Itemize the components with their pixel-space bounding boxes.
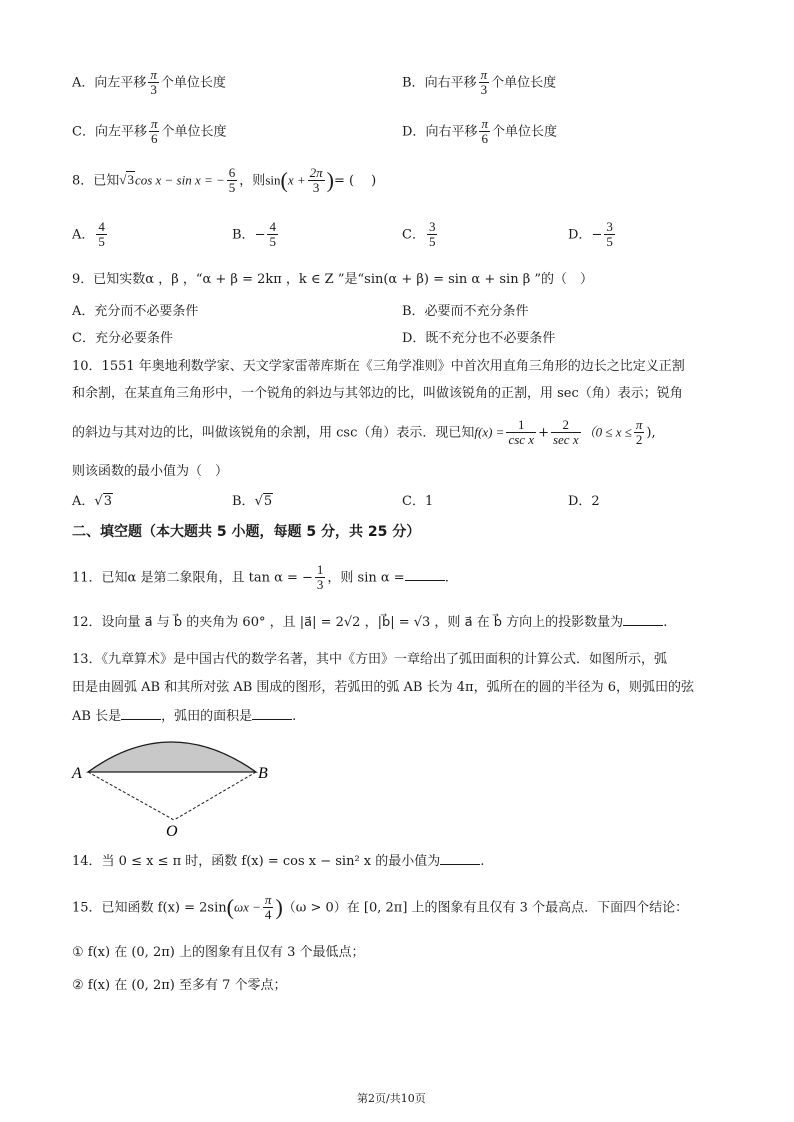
arc-segment (88, 742, 256, 772)
label-o: O (166, 823, 178, 838)
q10-option-a: A．√3 (72, 494, 112, 509)
question-12: 12．设向量 a⃗ 与 b⃗ 的夹角为 60° ，且 |a⃗| = 2√2 ，|b⃗| = √3 ，则 a⃗ 在 b⃗ 方向上的投影数量为 . (72, 615, 668, 630)
question-8: 8．已知√3cos x − sin x = − $\frac{6}{5}$ ，则sin(x + $\frac{2\pi}{3}$ )= ( ) (72, 165, 377, 196)
label-b: B (258, 765, 268, 782)
q15-conclusion-2: ② f(x) 在 (0, 2π) 至多有 7 个零点； (72, 978, 287, 993)
fraction: $\frac{\pi}{3}$ (480, 67, 488, 98)
sqrt: √5 (254, 494, 273, 509)
fraction: $\frac{2}{\text{sec x}}$ (552, 417, 579, 448)
fraction: $\frac{3}{5}$ (606, 219, 613, 250)
radius-oa (88, 772, 174, 820)
fraction: $\frac{4}{5}$ (98, 219, 105, 250)
q9-option-d: D．既不充分也不必要条件 (402, 331, 556, 346)
question-13-line-3: AB 长是 ，弧田的面积是 . (72, 709, 297, 724)
question-10-line-1: 10．1551 年奥地利数学家、天文学家雷蒂库斯在《三角学准则》中首次用直角三角形的边长之比定义正割 (72, 359, 685, 374)
q7-option-a: A．向左平移 $\frac{\pi}{3}$ 个单位长度 (72, 67, 226, 98)
question-15: 15．已知函数 f(x) = 2sin(ωx − $\frac{\pi}{4}$ )（ω > 0）在 [0, 2π] 上的图象有且仅有 3 个最高点．下面四个结论： (72, 892, 689, 923)
q8-option-d: D．− $\frac{3}{5}$ (568, 219, 613, 250)
q8-option-b: B．− $\frac{4}{5}$ (232, 219, 276, 250)
fraction: $\frac{2\pi}{3}$ (309, 165, 323, 196)
q8-option-c: C． $\frac{3}{5}$ (402, 219, 436, 250)
answer-blank (623, 613, 663, 626)
q10-option-c: C．1 (402, 494, 434, 509)
q9-option-b: B．必要而不充分条件 (402, 304, 529, 319)
q7-option-b: B．向右平移 $\frac{\pi}{3}$ 个单位长度 (402, 67, 557, 98)
fraction: $\frac{\pi}{6}$ (150, 116, 158, 147)
q7-option-d: D．向右平移 $\frac{\pi}{6}$ 个单位长度 (402, 116, 557, 147)
question-13-line-2: 田是由圆弧 AB 和其所对弦 AB 围成的图形，若弧田的弧 AB 长为 4π，弧所在的圆的半径为 6，则弧田的弦 (72, 680, 694, 695)
question-10-line-2: 和余割，在某直角三角形中，一个锐角的斜边与其邻边的比，叫做该锐角的正割，用 sec（角）表示；锐角 (72, 386, 683, 401)
sqrt: √3 (94, 494, 112, 509)
arc-field-figure (66, 728, 286, 838)
q10-option-d: D．2 (568, 494, 600, 509)
q8-option-a: A． $\frac{4}{5}$ (72, 219, 105, 250)
page-number: 第2页/共10页 (357, 1092, 426, 1105)
question-9: 9．已知实数α ，β ，“α + β = 2kπ ，k ∈ Z ”是“sin(α + β) = sin α + sin β ”的（ ） (72, 272, 593, 287)
section-heading: 二、填空题（本大题共 5 小题，每题 5 分，共 25 分） (72, 524, 421, 540)
fraction: $\frac{\pi}{6}$ (481, 116, 488, 147)
sqrt: √3 (119, 172, 134, 188)
q9-option-c: C．充分必要条件 (72, 331, 173, 346)
fraction: $\frac{6}{5}$ (228, 165, 236, 196)
fraction: $\frac{3}{5}$ (428, 219, 436, 250)
fraction: $\frac{\pi}{4}$ (264, 892, 272, 923)
fraction: $\frac{\pi}{3}$ (150, 67, 157, 98)
answer-blank (405, 568, 445, 581)
question-10-line-4: 则该函数的最小值为（ ） (72, 464, 229, 479)
question-14: 14．当 0 ≤ x ≤ π 时，函数 f(x) = cos x − sin² x 的最小值为 . (72, 854, 485, 869)
question-10-line-3: 的斜边与其对边的比，叫做该锐角的余割，用 csc（角）表示．现已知f(x) = $\frac{1}{\text{csc x}}$ + $\frac{2}{\text{sec x}}$ （0 ≤ x ≤ $\frac{\pi}{2}$ ), (72, 417, 656, 448)
fraction: $\frac{\pi}{2}$ (635, 417, 643, 448)
q7-option-c: C．向左平移 $\frac{\pi}{6}$ 个单位长度 (72, 116, 227, 147)
fraction: $\frac{4}{5}$ (269, 219, 276, 250)
question-11: 11．已知α 是第二象限角，且 tan α = − $\frac{1}{3}$ ，则 sin α = . (72, 562, 449, 593)
answer-blank (252, 707, 292, 720)
q9-option-a: A．充分而不必要条件 (72, 304, 199, 319)
label-a: A (72, 765, 82, 782)
question-13-line-1: 13．《九章算术》是中国古代的数学名著，其中《方田》一章给出了弧田面积的计算公式．如图所示，弧 (72, 652, 668, 667)
answer-blank (440, 852, 480, 865)
answer-blank (121, 707, 161, 720)
q10-option-b: B．√5 (232, 494, 273, 509)
fraction: $\frac{1}{3}$ (316, 562, 324, 593)
q15-conclusion-1: ① f(x) 在 (0, 2π) 上的图象有且仅有 3 个最低点； (72, 945, 365, 960)
fraction: $\frac{1}{\text{csc x}}$ (508, 417, 535, 448)
radius-ob (174, 772, 256, 820)
